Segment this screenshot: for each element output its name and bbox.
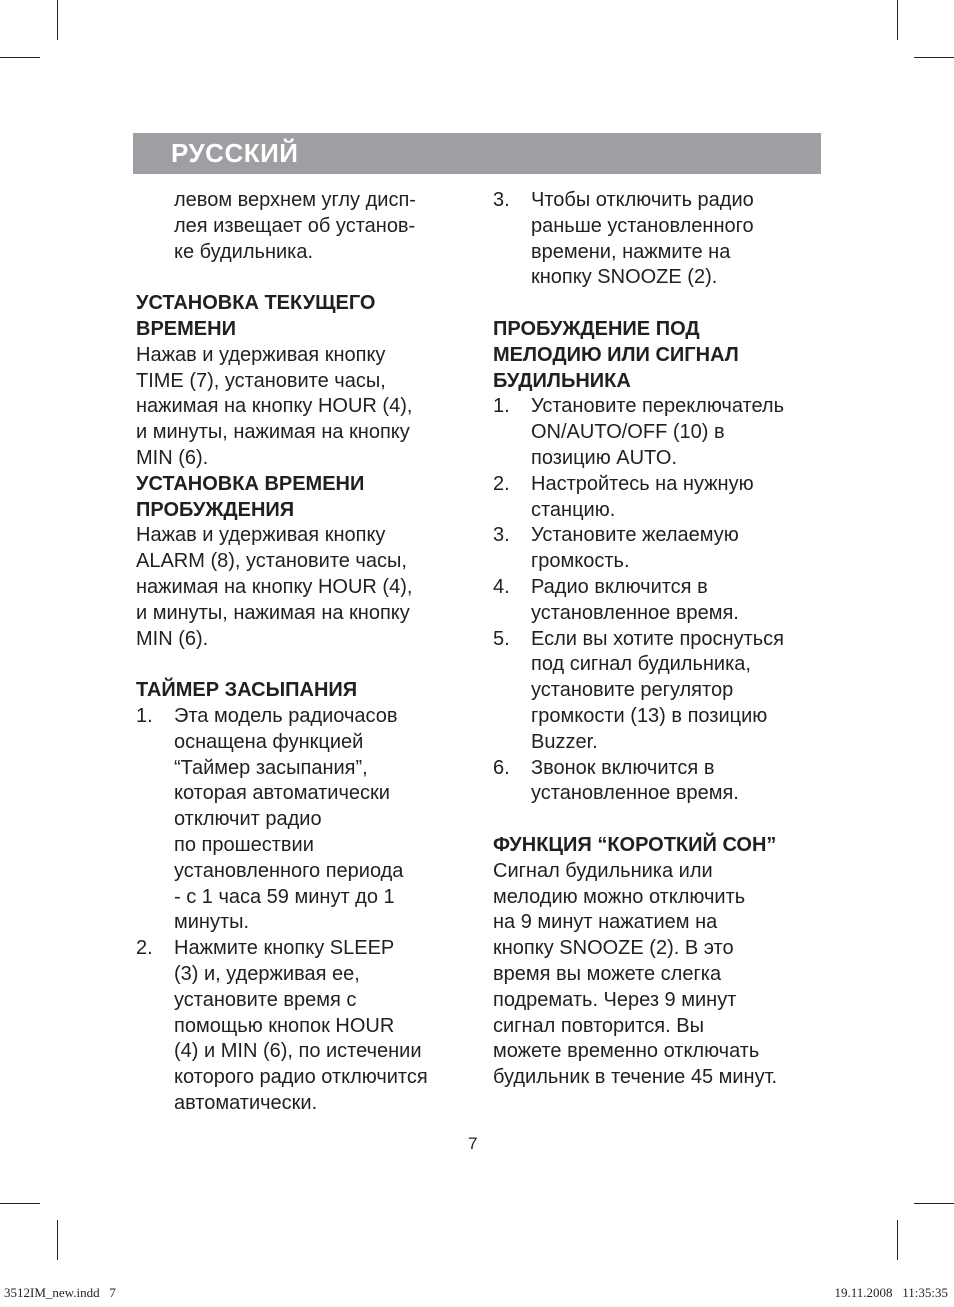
sleep-timer-steps-continued [493,188,823,291]
text-line: установленного периода [174,859,404,882]
section-current-time [136,291,466,472]
text-line: ке будильника. [174,240,314,263]
section-snooze [493,833,823,1091]
text-line: левом верхнем углу дисп- [174,189,416,211]
language-header-bar [133,133,821,174]
list-item [493,575,823,627]
text-line: Нажав и удерживая кнопку [136,524,386,547]
section-heading: ВРЕМЕНИ [136,317,236,340]
text-line: минуты. [174,911,250,934]
text-line: MIN (6). [136,446,209,469]
text-line: ON/AUTO/OFF (10) в [531,421,725,444]
list-item [136,936,466,1117]
section-heading: ПРОБУЖДЕНИЕ ПОД [493,317,700,340]
section-wake-up [493,317,823,807]
text-line: установите время с [174,988,357,1011]
text-line: Чтобы отключить радио [531,189,754,211]
language-title: РУССКИЙ [171,138,299,168]
list-item [493,394,823,471]
text-line: Радио включится в [531,575,708,598]
left-column [136,188,466,1117]
step-number: 1. [493,395,510,418]
text-line: Эта модель радиочасов [174,704,398,727]
text-line: Нажав и удерживая кнопку [136,343,386,366]
crop-mark [0,1203,40,1204]
text-line: позицию AUTO. [531,446,678,469]
crop-mark [914,1203,954,1204]
sleep-timer-steps [136,704,466,1117]
text-line: “Таймер засыпания”, [174,756,368,779]
text-line: Установите желаемую [531,524,739,547]
list-item [493,188,823,291]
section-heading: УСТАНОВКА ВРЕМЕНИ [136,472,365,495]
section-sleep-timer [136,678,466,1117]
crop-mark [914,57,954,58]
text-line: время вы можете слегка [493,962,722,985]
text-line: Установите переключатель [531,395,784,418]
list-item [493,756,823,808]
text-line: (3) и, удерживая ее, [174,962,360,985]
text-line: Звонок включится в [531,756,715,779]
crop-mark [57,0,58,40]
text-line: подремать. Через 9 минут [493,988,737,1011]
step-number: 3. [493,189,510,211]
text-line: Если вы хотите проснуться [531,627,785,650]
text-line: Нажмите кнопку SLEEP [174,937,395,960]
text-line: - с 1 часа 59 минут до 1 [174,885,395,908]
text-line: сигнал повторится. Вы [493,1014,704,1037]
text-line: (4) и MIN (6), по истечении [174,1040,422,1063]
text-line: кнопку SNOOZE (2). [531,266,718,289]
text-line: MIN (6). [136,627,209,650]
text-line: отключит радио [174,808,322,831]
step-number: 2. [136,937,153,960]
section-heading: БУДИЛЬНИКА [493,369,631,392]
text-line: на 9 минут нажатием на [493,911,718,934]
section-alarm-time [136,472,466,653]
section-heading: ТАЙМЕР ЗАСЫПАНИЯ [136,679,358,702]
section-heading: МЕЛОДИЮ ИЛИ СИГНАЛ [493,343,739,366]
section-heading: ФУНКЦИЯ “КОРОТКИЙ СОН” [493,833,777,856]
text-line: по прошествии [174,833,314,856]
list-item [493,472,823,524]
text-line: можете временно отключать [493,1040,760,1063]
date-slug: 19.11.2008 11:35:35 [834,1285,948,1300]
text-line: установленное время. [531,782,739,805]
step-number: 6. [493,756,510,779]
text-line: автоматически. [174,1091,318,1114]
text-line: громкость. [531,550,630,573]
file-slug: 3512IM_new.indd 7 [4,1285,116,1300]
text-line: TIME (7), установите часы, [136,369,386,392]
list-item [136,704,466,936]
crop-mark [897,0,898,40]
crop-mark [57,1220,58,1260]
step-number: 2. [493,472,510,495]
text-line: Настройтесь на нужную [531,472,754,495]
crop-mark [0,57,40,58]
text-line: раньше установленного [531,214,754,237]
text-line: Сигнал будильника или [493,859,713,882]
step-number: 5. [493,627,510,650]
text-line: помощью кнопок HOUR [174,1014,395,1037]
section-heading: УСТАНОВКА ТЕКУЩЕГО [136,292,376,315]
list-item [493,627,823,756]
step-number: 1. [136,704,153,727]
right-column [493,188,823,1091]
text-line: кнопку SNOOZE (2). В это [493,937,734,960]
step-number: 3. [493,524,510,547]
text-line: которого радио отключится [174,1066,428,1089]
text-line: Buzzer. [531,730,598,753]
text-line: ALARM (8), установите часы, [136,550,407,573]
text-line: нажимая на кнопку HOUR (4), [136,395,413,418]
wake-up-steps [493,394,823,807]
page-number: 7 [468,1134,478,1153]
step-number: 4. [493,575,510,598]
text-line: нажимая на кнопку HOUR (4), [136,575,413,598]
text-line: которая автоматически [174,782,390,805]
text-line: будильник в течение 45 минут. [493,1066,778,1089]
text-line: и минуты, нажимая на кнопку [136,421,410,444]
text-line: оснащена функцией [174,730,364,753]
text-line: установите регулятор [531,679,734,702]
text-line: под сигнал будильника, [531,653,751,676]
section-heading: ПРОБУЖДЕНИЯ [136,498,295,521]
text-line: станцию. [531,498,616,521]
text-line: лея извещает об установ- [174,214,416,237]
text-line: времени, нажмите на [531,240,731,263]
intro-continuation [136,188,466,265]
text-line: и минуты, нажимая на кнопку [136,601,410,624]
text-line: громкости (13) в позицию [531,704,768,727]
crop-mark [897,1220,898,1260]
text-line: мелодию можно отключить [493,885,746,908]
list-item [493,523,823,575]
text-line: установленное время. [531,601,739,624]
